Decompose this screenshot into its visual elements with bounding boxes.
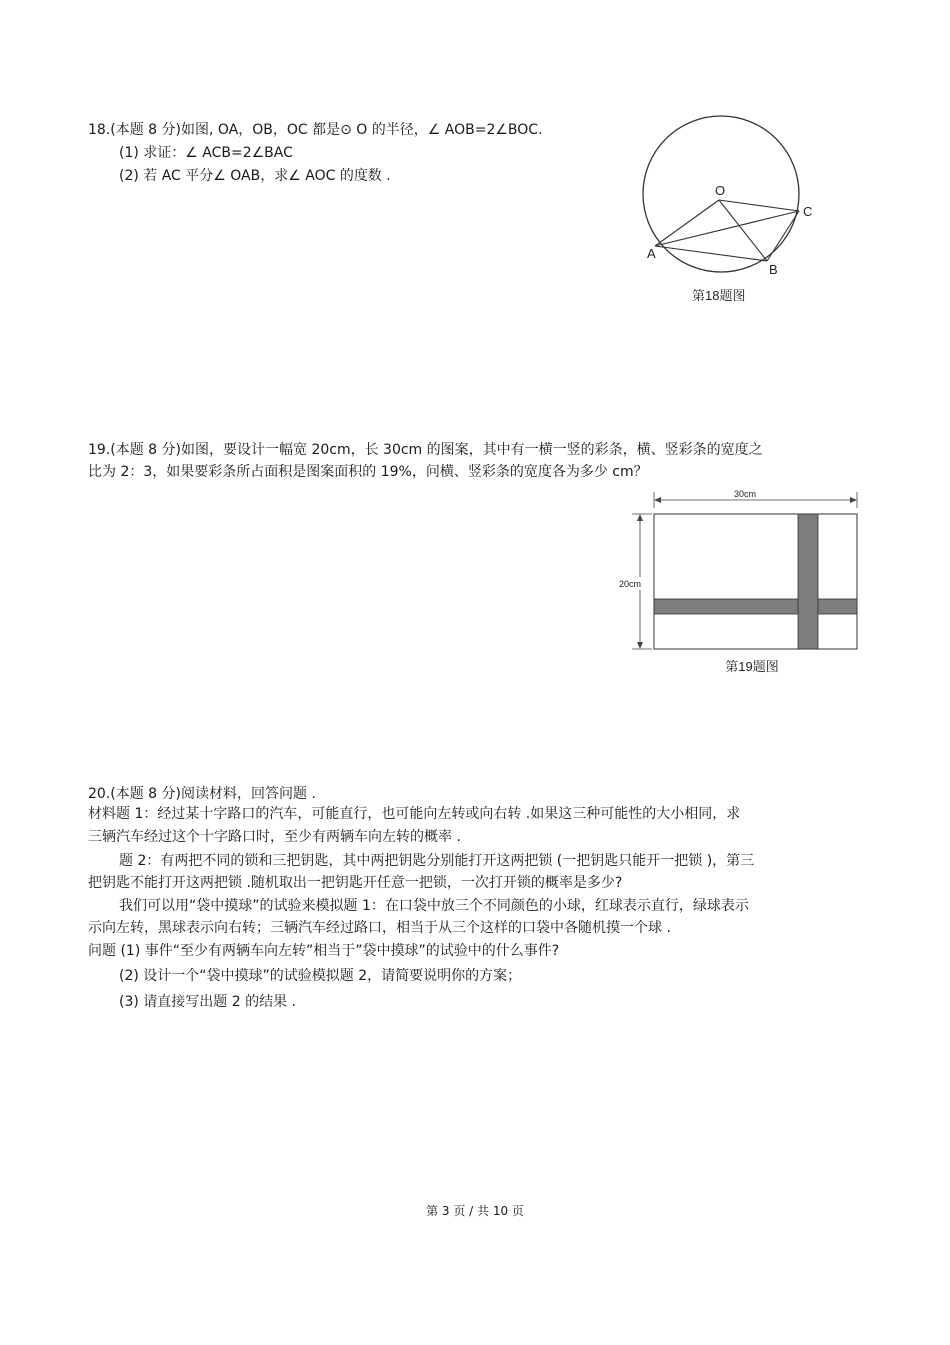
figure-19: [615, 490, 865, 680]
q20-line-10: (3) 请直接写出题 2 的结果 .: [119, 994, 296, 1010]
q20-line-8: 问题 (1) 事件“至少有两辆车向左转”相当于”袋中摸球”的试验中的什么事件?: [88, 943, 560, 959]
label-b: B: [769, 262, 778, 277]
q20-line-6: 我们可以用“袋中摸球”的试验来模拟题 1：在口袋中放三个不同颜色的小球，红球表示直行，绿球表示: [119, 898, 749, 914]
vertical-stripe: [798, 514, 818, 649]
width-label: 30cm: [733, 490, 757, 499]
segment-ab: [655, 246, 767, 261]
figure-18-caption: 第18题图: [692, 288, 746, 303]
label-o: O: [715, 183, 726, 198]
segment-bc: [767, 211, 799, 261]
q19-line-2: 比为 2：3，如果要彩条所占面积是图案面积的 19%，问横、竖彩条的宽度各为多少 cm？: [88, 464, 648, 480]
q18-line-2: (1) 求证：∠ ACB=2∠BAC: [119, 145, 293, 161]
q18-line-1: 18.(本题 8 分)如图, OA，OB，OC 都是⊙ O 的半径，∠ AOB=2∠BOC.: [88, 122, 543, 138]
q19-line-1: 19.(本题 8 分)如图，要设计一幅宽 20cm，长 30cm 的图案，其中有一横一竖的彩条，横、竖彩条的宽度之: [88, 442, 763, 458]
q20-line-7: 示向左转，黑球表示向右转；三辆汽车经过路口，相当于从三个这样的口袋中各随机摸一个球 .: [88, 920, 671, 936]
q18-line-3: (2) 若 AC 平分∠ OAB，求∠ AOC 的度数 .: [119, 168, 391, 184]
q20-line-9: (2) 设计一个“袋中摸球”的试验模拟题 2，请简要说明你的方案；: [119, 968, 522, 984]
label-a: A: [647, 246, 656, 261]
segment-oa: [655, 200, 719, 246]
page-footer: 第 3 页 / 共 10 页: [426, 1204, 524, 1218]
q20-line-1: 20.(本题 8 分)阅读材料，回答问题 .: [88, 786, 316, 802]
q20-line-4: 题 2：有两把不同的锁和三把钥匙，其中两把钥匙分别能打开这两把锁 (一把钥匙只能开一把锁 )，第三: [119, 853, 755, 869]
segment-ac: [655, 211, 799, 246]
label-c: C: [803, 204, 813, 219]
q20-line-2: 材料题 1：经过某十字路口的汽车，可能直行，也可能向左转或向右转 .如果这三种可能性的大小相同，求: [88, 806, 741, 822]
q20-line-3: 三辆汽车经过这个十字路口时，至少有两辆车向左转的概率 .: [88, 829, 461, 845]
segment-ob: [719, 200, 767, 261]
horizontal-stripe: [654, 599, 857, 614]
figure-18: [635, 115, 815, 310]
q20-line-5: 把钥匙不能打开这两把锁 .随机取出一把钥匙开任意一把锁，一次打开锁的概率是多少?: [88, 875, 623, 891]
figure-19-caption: 第19题图: [725, 659, 779, 674]
pattern-rect: [654, 514, 857, 649]
segment-oc: [719, 200, 799, 211]
height-label: 20cm: [619, 579, 642, 589]
